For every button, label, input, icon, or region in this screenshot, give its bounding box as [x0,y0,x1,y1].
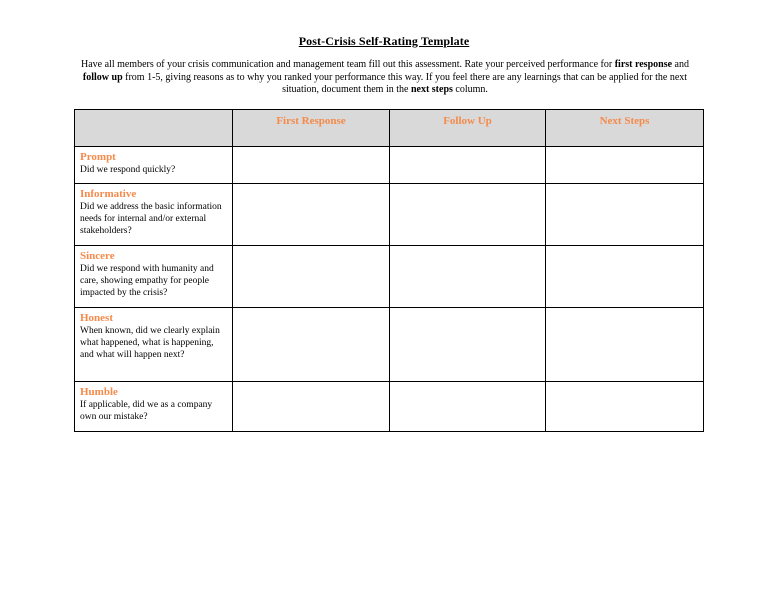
criterion-question: Did we address the basic information needs for internal and/or external stakeholders? [80,202,222,236]
follow-up-cell[interactable] [390,308,546,382]
next-steps-cell[interactable] [546,147,704,184]
first-response-cell[interactable] [233,308,390,382]
next-steps-cell[interactable] [546,246,704,308]
row-label-cell [75,184,233,246]
follow-up-cell[interactable] [390,184,546,246]
first-response-cell[interactable] [233,147,390,184]
criterion-title: Sincere [80,250,115,262]
first-response-cell[interactable] [233,382,390,432]
row-label-cell [75,147,233,184]
table-row-informative [75,184,704,246]
header-follow-up: Follow Up [390,110,546,147]
follow-up-cell[interactable] [390,246,546,308]
intro-paragraph [72,59,698,97]
intro-text-1: Have all members of your crisis communication and management team fill out this assessment. Rate your perceived performance for [81,59,615,70]
follow-up-cell[interactable] [390,147,546,184]
row-label-cell [75,308,233,382]
table-row-prompt [75,147,704,184]
table-header-row [75,110,704,147]
row-label-cell [75,246,233,308]
row-label-cell [75,382,233,432]
header-blank [75,110,233,147]
header-next-steps: Next Steps [546,110,704,147]
intro-bold-follow-up: follow up [82,71,123,83]
intro-text-3: from 1-5, giving reasons as to why you ranked your performance this way. If you feel there are any learnings that can be applied for the next situation, document them in the [122,71,688,95]
criterion-title: Informative [80,188,137,200]
next-steps-cell[interactable] [546,382,704,432]
table-row-humble [75,382,704,432]
document-title: Post-Crisis Self-Rating Template [298,34,470,48]
intro-text-4: column. [452,84,488,95]
intro-bold-first-response: first response [614,59,673,70]
next-steps-cell[interactable] [546,308,704,382]
intro-bold-next-steps: next steps [410,84,453,95]
criterion-question: Did we respond quickly? [80,165,176,175]
intro-text-2: and [672,59,689,70]
criterion-question: If applicable, did we as a company own our mistake? [80,400,213,422]
next-steps-cell[interactable] [546,184,704,246]
criterion-title: Humble [80,386,118,398]
criterion-title: Prompt [80,151,116,163]
header-first-response: First Response [233,110,390,147]
criterion-question: When known, did we clearly explain what happened, what is happening, and what will happen next? [80,326,220,360]
first-response-cell[interactable] [233,246,390,308]
criterion-question: Did we respond with humanity and care, showing empathy for people impacted by the crisis? [80,264,214,298]
table-row-sincere [75,246,704,308]
criterion-title: Honest [80,312,113,324]
first-response-cell[interactable] [233,184,390,246]
follow-up-cell[interactable] [390,382,546,432]
self-rating-table [74,109,704,432]
table-row-honest [75,308,704,382]
